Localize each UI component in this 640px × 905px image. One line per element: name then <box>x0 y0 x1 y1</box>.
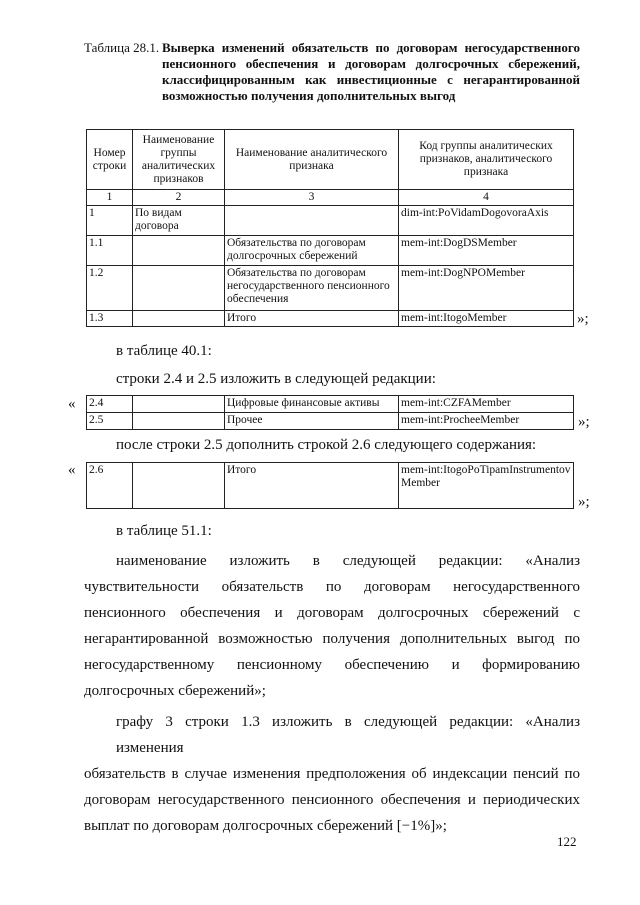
page-number: 122 <box>557 834 577 849</box>
header-cell: Код группы аналитических признаков, аналитического признака <box>399 130 574 190</box>
table-caption-title <box>162 40 580 104</box>
paragraph-line: чувствительности обязательств по договорам негосударственного <box>84 579 580 595</box>
table-cell: 1.1 <box>87 236 133 266</box>
paragraph-line: долгосрочных сбережений»; <box>84 683 266 699</box>
paragraph-column-change <box>84 709 580 839</box>
opening-quote-mark: « <box>68 462 76 478</box>
table-cell: mem-int:ItogoMember <box>399 311 574 327</box>
table-row <box>87 236 574 266</box>
table-40-1-new-row <box>86 462 574 509</box>
instruction-text: после строки 2.5 дополнить строкой 2.6 следующего содержания: <box>116 437 537 453</box>
column-number-cell: 3 <box>225 190 399 206</box>
header-cell: Наименование группы аналитических признаков <box>133 130 225 190</box>
table-cell: Обязательства по договорам негосударственного пенсионного обеспечения <box>225 266 399 311</box>
table-cell: Итого <box>225 311 399 327</box>
table-cell <box>133 236 225 266</box>
table-cell: Обязательства по договорам долгосрочных сбережений <box>225 236 399 266</box>
table-cell <box>225 206 399 236</box>
table-cell: mem-int:DogDSMember <box>399 236 574 266</box>
table-cell: 2.4 <box>87 396 133 413</box>
table-cell: 2.5 <box>87 413 133 430</box>
table-cell: Итого <box>225 463 399 509</box>
table-cell <box>133 463 225 509</box>
table-cell <box>133 266 225 311</box>
table-28-1 <box>86 129 574 327</box>
caption-title-line: пенсионного обеспечения и договорам долгосрочных сбережений, <box>162 56 580 71</box>
table-cell: 1.2 <box>87 266 133 311</box>
table-cell: mem-int:ItogoPoTipamInstrumentovMember <box>399 463 574 509</box>
closing-quote-mark: »; <box>577 311 589 327</box>
closing-quote-mark: »; <box>578 414 590 430</box>
caption-title-line: классифицированным как инвестиционные с негарантированной <box>162 72 580 87</box>
table-cell: dim-int:PoVidamDogovoraAxis <box>399 206 574 236</box>
header-cell: Наименование аналитического признака <box>225 130 399 190</box>
column-number-cell: 4 <box>399 190 574 206</box>
instruction-text: в таблице 40.1: <box>116 343 212 359</box>
table-row <box>87 463 574 509</box>
table-cell: Цифровые финансовые активы <box>225 396 399 413</box>
caption-title-line: Выверка изменений обязательств по договорам негосударственного <box>162 40 580 55</box>
instruction-text: в таблице 51.1: <box>116 523 212 539</box>
table-caption-label: Таблица 28.1. <box>84 40 160 55</box>
column-number-cell: 2 <box>133 190 225 206</box>
table-cell: 1.3 <box>87 311 133 327</box>
paragraph-line: наименование изложить в следующей редакции: «Анализ <box>116 553 580 569</box>
table-cell: 1 <box>87 206 133 236</box>
column-number-cell: 1 <box>87 190 133 206</box>
instruction-text: строки 2.4 и 2.5 изложить в следующей редакции: <box>116 371 436 387</box>
opening-quote-mark: « <box>68 396 76 412</box>
table-row <box>87 311 574 327</box>
paragraph-line: пенсионного обеспечения и договорам долгосрочных сбережений с <box>84 605 580 621</box>
table-row <box>87 413 574 430</box>
table-row <box>87 266 574 311</box>
table-cell: Прочее <box>225 413 399 430</box>
table-cell <box>133 311 225 327</box>
table-cell: mem-int:ProcheeMember <box>399 413 574 430</box>
header-cell: Номер строки <box>87 130 133 190</box>
paragraph-line: негосударственному пенсионному обеспечению и формированию <box>84 657 580 673</box>
table-cell: 2.6 <box>87 463 133 509</box>
table-cell <box>133 413 225 430</box>
paragraph-line: графу 3 строки 1.3 изложить в следующей редакции: «Анализ изменения <box>116 714 580 756</box>
paragraph-line: негарантированной возможностью получения дополнительных выгод по <box>84 631 580 647</box>
closing-quote-mark: »; <box>578 494 590 510</box>
table-cell: По видам договора <box>133 206 225 236</box>
table-cell <box>133 396 225 413</box>
paragraph-line: обязательств в случае изменения предположения об индексации пенсий по <box>84 766 580 782</box>
table-cell: mem-int:CZFAMember <box>399 396 574 413</box>
paragraph-title-change <box>84 548 580 704</box>
table-40-1-rows <box>86 395 574 430</box>
paragraph-line: выплат по договорам долгосрочных сбережений [−1%]»; <box>84 818 447 834</box>
table-row <box>87 206 574 236</box>
table-row <box>87 396 574 413</box>
caption-title-line: возможностью получения дополнительных выгод <box>162 88 456 103</box>
paragraph-line: договорам негосударственного пенсионного обеспечения и периодических <box>84 792 580 808</box>
table-cell: mem-int:DogNPOMember <box>399 266 574 311</box>
